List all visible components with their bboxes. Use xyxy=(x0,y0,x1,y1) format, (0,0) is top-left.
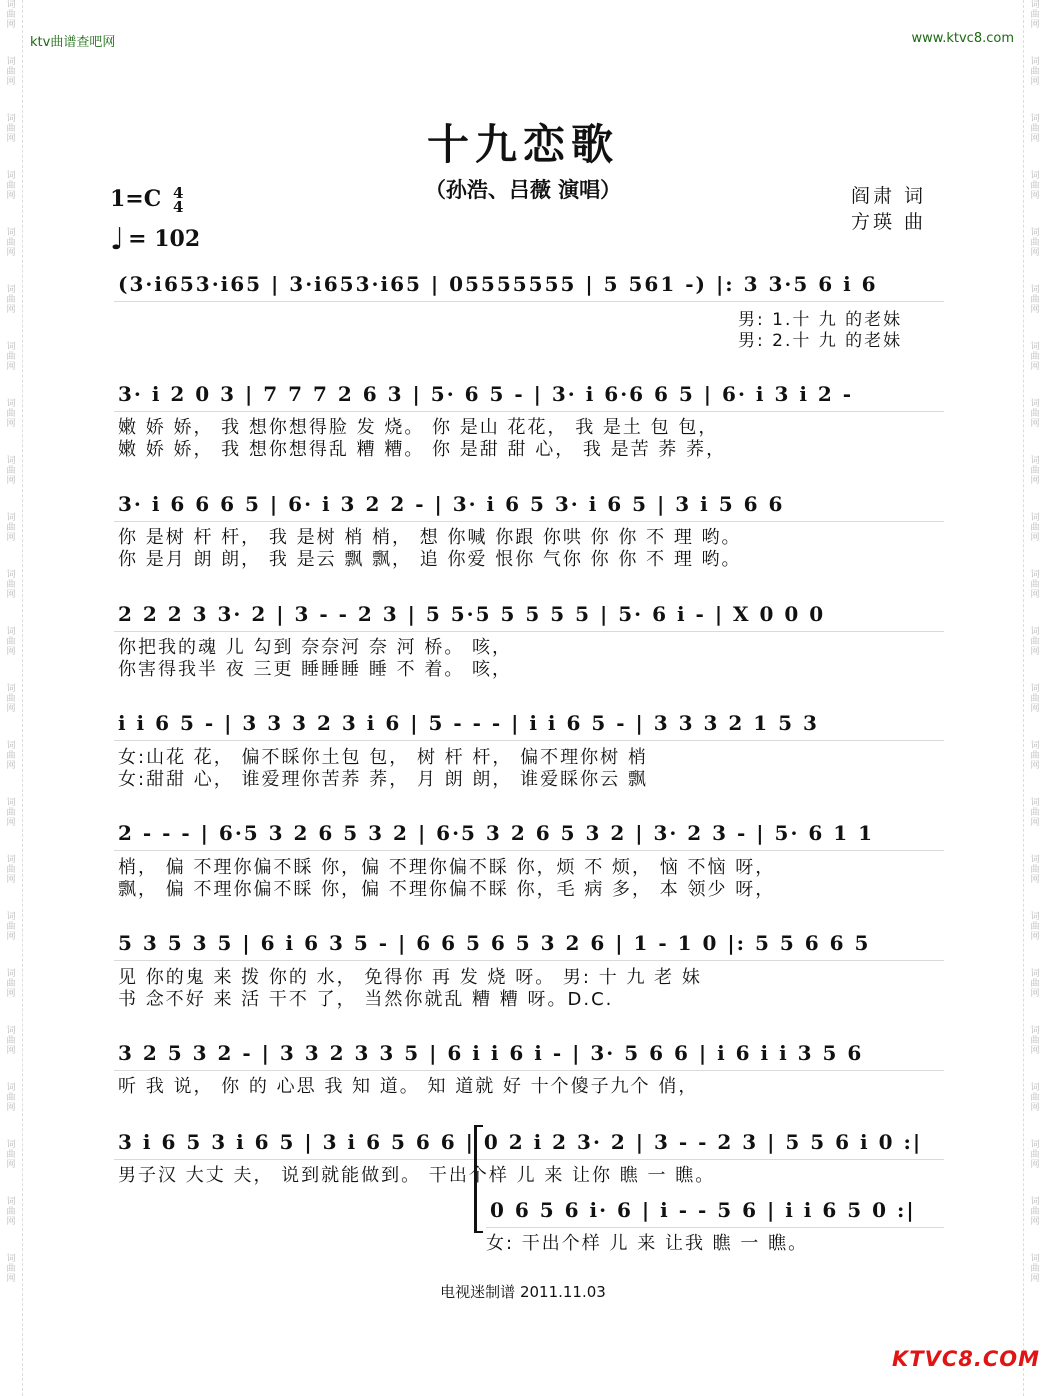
lyric-line: 梢， 偏 不理你偏不睬 你，偏 不理你偏不睬 你，烦 不 烦， 恼 不恼 呀， xyxy=(118,857,776,878)
jianpu-notes: 3· i 2 0 3 | 7 7 7 2 6 3 | 5· 6 5 - | 3· i 6·6 6 5 | 6· i 3 i 2 - xyxy=(118,382,854,406)
site-name-left[interactable]: ktv曲谱查吧网 xyxy=(30,35,116,50)
watermark-text: 词 曲 网 xyxy=(1030,399,1040,429)
song-singers: （孙浩、吕薇 演唱） xyxy=(424,178,622,202)
jianpu-notes: 3· i 6 6 6 5 | 6· i 3 2 2 - | 3· i 6 5 3· i 6 5 | 3 i 5 6 6 xyxy=(118,492,785,516)
watermark-text: 词 曲 网 xyxy=(1030,1254,1040,1284)
lyric-line: 男: 2.十 九 的老妹 xyxy=(738,331,903,351)
lyric-line: 女: 干出个样 儿 来 让我 瞧 一 瞧。 xyxy=(486,1233,809,1254)
watermark-text: 词 曲 网 xyxy=(1030,513,1040,543)
composer-credit: 方瑛 曲 xyxy=(851,211,927,233)
watermark-text: 词 曲 网 xyxy=(6,285,16,315)
lyric-line: 书 念不好 来 活 干不 了， 当然你就乱 糟 糟 呀。D.C. xyxy=(118,989,614,1010)
watermark-text: 词 曲 网 xyxy=(6,456,16,486)
tempo-value: = 102 xyxy=(128,226,201,252)
staff-line xyxy=(114,377,944,412)
lyric-line: 你害得我半 夜 三更 睡睡睡 睡 不 着。 咳， xyxy=(118,659,513,680)
watermark-text: 词 曲 网 xyxy=(6,570,16,600)
watermark-text: 词 曲 网 xyxy=(1030,1083,1040,1113)
time-bottom: 4 xyxy=(172,198,184,216)
right-watermark-strip xyxy=(1023,0,1046,1396)
watermark-text: 词 曲 网 xyxy=(6,969,16,999)
time-signature xyxy=(173,186,183,214)
song-title: 十九恋歌 xyxy=(426,120,619,169)
staff-line xyxy=(114,926,944,961)
watermark-text: 词 曲 网 xyxy=(6,684,16,714)
key-signature xyxy=(110,186,183,214)
staff-line xyxy=(114,816,944,851)
watermark-text: 词 曲 网 xyxy=(1030,855,1040,885)
watermark-text: 词 曲 网 xyxy=(6,1254,16,1284)
watermark-text: 词 曲 网 xyxy=(1030,912,1040,942)
key-label: 1=C xyxy=(110,186,162,212)
lyric-line: 男: 1.十 九 的老妹 xyxy=(738,310,903,330)
quarter-note-icon: ♩ xyxy=(110,222,125,257)
watermark-text: 词 曲 网 xyxy=(1030,798,1040,828)
site-url-right[interactable]: www.ktvc8.com xyxy=(911,31,1014,46)
watermark-text: 词 曲 网 xyxy=(6,228,16,258)
ktvc8-logo[interactable]: KTVC8.COM xyxy=(892,1347,1041,1371)
watermark-text: 词 曲 网 xyxy=(1030,285,1040,315)
staff-line xyxy=(114,267,944,302)
watermark-text: 词 曲 网 xyxy=(1030,114,1040,144)
footer-credit: 电视迷制谱 2011.11.03 xyxy=(440,1283,606,1301)
lyric-line: 你 是月 朗 朗， 我 是云 飘 飘， 追 你爱 恨你 气你 你 你 不 理 哟。 xyxy=(118,549,742,570)
watermark-text: 词 曲 网 xyxy=(6,114,16,144)
staff-line xyxy=(114,487,944,522)
watermark-text: 词 曲 网 xyxy=(6,342,16,372)
watermark-text: 词 曲 网 xyxy=(1030,570,1040,600)
watermark-text: 词 曲 网 xyxy=(1030,1026,1040,1056)
watermark-text: 词 曲 网 xyxy=(1030,228,1040,258)
jianpu-notes: i i 6 5 - | 3 3 3 2 3 i 6 | 5 - - - | i i 6 5 - | 3 3 3 2 1 5 3 xyxy=(118,711,819,735)
lyricist-credit: 阎肃 词 xyxy=(851,185,927,207)
watermark-text: 词 曲 网 xyxy=(1030,1140,1040,1170)
time-top: 4 xyxy=(172,184,184,202)
lyric-line: 嫩 娇 娇， 我 想你想得脸 发 烧。 你 是山 花花， 我 是土 包 包， xyxy=(118,417,719,438)
jianpu-notes: 3 2 5 3 2 - | 3 3 2 3 3 5 | 6 i i 6 i - | 3· 5 6 6 | i 6 i i 3 5 6 xyxy=(118,1041,864,1065)
lyric-line: 嫩 娇 娇， 我 想你想得乱 糟 糟。 你 是甜 甜 心， 我 是苦 荞 荞， xyxy=(118,439,727,460)
jianpu-notes: 0 6 5 6 i· 6 | i - - 5 6 | i i 6 5 0 :| xyxy=(490,1198,916,1222)
tempo-marking xyxy=(110,222,200,257)
left-watermark-strip xyxy=(0,0,23,1396)
watermark-text: 词 曲 网 xyxy=(6,399,16,429)
watermark-text: 词 曲 网 xyxy=(6,1026,16,1056)
watermark-text: 词 曲 网 xyxy=(6,1083,16,1113)
watermark-text: 词 曲 网 xyxy=(6,627,16,657)
staff-line xyxy=(114,1125,944,1160)
watermark-text: 词 曲 网 xyxy=(1030,627,1040,657)
lyric-line: 见 你的鬼 来 拨 你的 水， 免得你 再 发 烧 呀。 男: 十 九 老 妹 xyxy=(118,967,702,988)
watermark-text: 词 曲 网 xyxy=(6,0,16,30)
jianpu-notes: 2 - - - | 6·5 3 2 6 5 3 2 | 6·5 3 2 6 5 3 2 | 3· 2 3 - | 5· 6 1 1 xyxy=(118,821,875,845)
watermark-text: 词 曲 网 xyxy=(1030,0,1040,30)
watermark-text: 词 曲 网 xyxy=(6,57,16,87)
lyric-line: 女:山花 花， 偏不睬你土包 包， 树 杆 杆， 偏不理你树 梢 xyxy=(118,747,648,768)
staff-line xyxy=(486,1193,944,1228)
watermark-text: 词 曲 网 xyxy=(1030,57,1040,87)
jianpu-notes: 5 3 5 3 5 | 6 i 6 3 5 - | 6 6 5 6 5 3 2 6 | 1 - 1 0 |: 5 5 6 6 5 xyxy=(118,931,871,955)
watermark-text: 词 曲 网 xyxy=(1030,171,1040,201)
lyric-line: 女:甜甜 心， 谁爱理你苦荞 荞， 月 朗 朗， 谁爱睬你云 飘 xyxy=(118,769,648,790)
watermark-text: 词 曲 网 xyxy=(1030,342,1040,372)
system-bracket xyxy=(474,1125,483,1233)
jianpu-notes: (3·i653·i65 | 3·i653·i65 | 05555555 | 5 561 -) |: 3 3·5 6 i 6 xyxy=(118,272,878,296)
watermark-text: 词 曲 网 xyxy=(6,1140,16,1170)
jianpu-notes: 3 i 6 5 3 i 6 5 | 3 i 6 5 6 6 | 0 2 i 2 3· 2 | 3 - - 2 3 | 5 5 6 i 0 :| xyxy=(118,1130,923,1154)
watermark-text: 词 曲 网 xyxy=(1030,684,1040,714)
lyric-line: 你把我的魂 儿 勾到 奈奈河 奈 河 桥。 咳， xyxy=(118,637,513,658)
staff-line xyxy=(114,706,944,741)
watermark-text: 词 曲 网 xyxy=(1030,456,1040,486)
watermark-text: 词 曲 网 xyxy=(6,171,16,201)
watermark-text: 词 曲 网 xyxy=(6,741,16,771)
lyric-line: 飘， 偏 不理你偏不睬 你，偏 不理你偏不睬 你，毛 病 多， 本 领少 呀， xyxy=(118,879,776,900)
staff-line xyxy=(114,1036,944,1071)
watermark-text: 词 曲 网 xyxy=(1030,1197,1040,1227)
watermark-text: 词 曲 网 xyxy=(6,798,16,828)
staff-line xyxy=(114,597,944,632)
watermark-text: 词 曲 网 xyxy=(6,1197,16,1227)
watermark-text: 词 曲 网 xyxy=(6,912,16,942)
lyric-line: 男子汉 大丈 夫， 说到就能做到。 干出个样 儿 来 让你 瞧 一 瞧。 xyxy=(118,1165,716,1186)
jianpu-notes: 2 2 2 3 3· 2 | 3 - - 2 3 | 5 5·5 5 5 5 5 | 5· 6 i - | X 0 0 0 xyxy=(118,602,826,626)
watermark-text: 词 曲 网 xyxy=(1030,741,1040,771)
watermark-text: 词 曲 网 xyxy=(1030,969,1040,999)
watermark-text: 词 曲 网 xyxy=(6,855,16,885)
lyric-line: 你 是树 杆 杆， 我 是树 梢 梢， 想 你喊 你跟 你哄 你 你 不 理 哟。 xyxy=(118,527,742,548)
watermark-text: 词 曲 网 xyxy=(6,513,16,543)
lyric-line: 听 我 说， 你 的 心思 我 知 道。 知 道就 好 十个傻子九个 俏， xyxy=(118,1076,699,1097)
